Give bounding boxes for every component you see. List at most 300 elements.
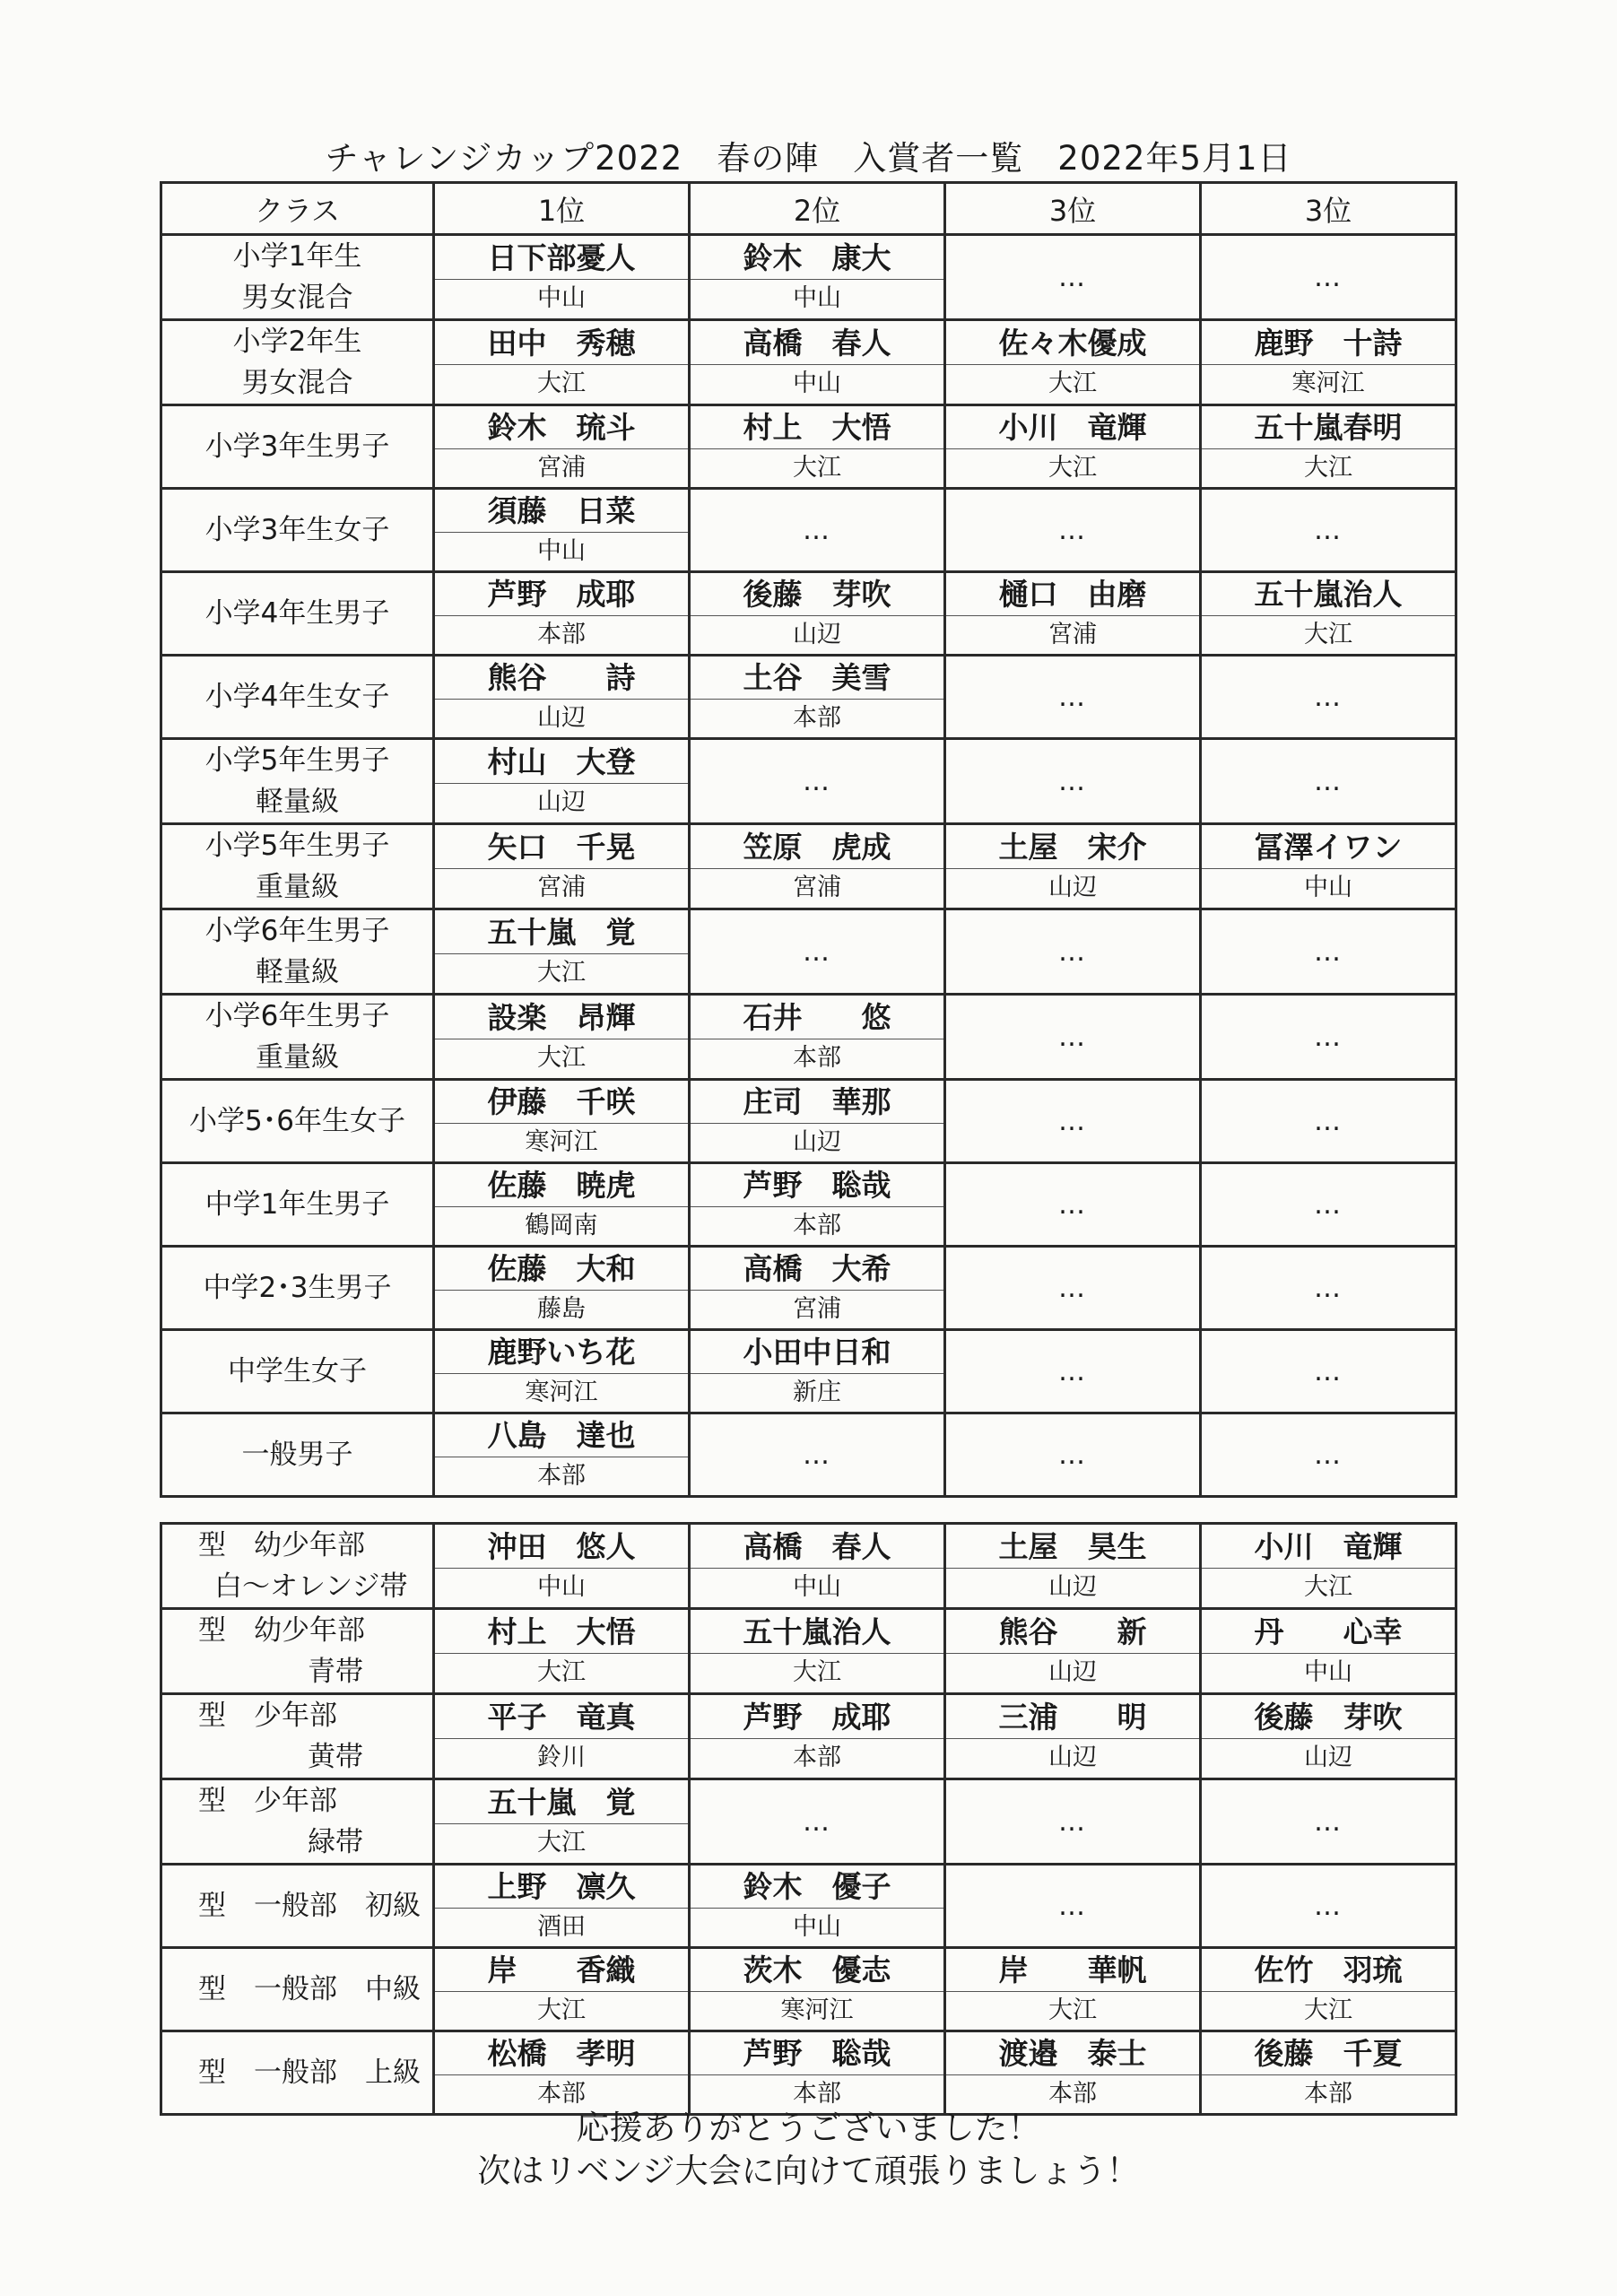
winner-dojo: 中山	[1304, 874, 1352, 901]
winner-cell	[434, 824, 690, 909]
winner-name: 熊谷 詩	[435, 657, 688, 700]
table-row	[161, 1694, 1456, 1779]
winner-dojo: 宮浦	[1048, 621, 1097, 648]
winner-name: 松橋 孝明	[435, 2032, 688, 2075]
class-cell	[161, 824, 434, 909]
class-label: 型 一般部 中級	[198, 1973, 421, 2005]
winner-cell	[1201, 1948, 1456, 2031]
winner-cell	[1201, 405, 1456, 489]
winner-name: 渡邉 泰士	[946, 2032, 1199, 2075]
winner-dojo: 大江	[537, 370, 586, 397]
winner-dojo: 宮浦	[537, 454, 586, 482]
winner-dojo: 藤島	[537, 1295, 586, 1323]
empty-placeholder: …	[1058, 1105, 1087, 1137]
class-cell	[161, 1865, 434, 1948]
winner-dojo: 新庄	[793, 1378, 841, 1406]
winner-cell	[1201, 1694, 1456, 1779]
winner-cell	[690, 1609, 945, 1694]
empty-placeholder: …	[803, 514, 831, 546]
winner-cell	[690, 320, 945, 405]
empty-place-cell	[1201, 909, 1456, 995]
kata-results-table	[160, 1522, 1457, 2116]
winner-dojo: 中山	[793, 1913, 841, 1941]
kumite-results-table	[160, 181, 1457, 1498]
winner-name: 上野 凛久	[435, 1866, 688, 1909]
winner-cell	[690, 1948, 945, 2031]
class-label: 小学4年生女子	[204, 681, 390, 713]
winner-dojo: 本部	[537, 621, 586, 648]
winner-name: 土屋 昊生	[946, 1526, 1199, 1569]
winner-cell	[690, 1524, 945, 1609]
winner-dojo: 大江	[1048, 370, 1097, 397]
winner-name: 小川 竜輝	[946, 406, 1199, 449]
empty-place-cell	[690, 489, 945, 572]
empty-placeholder: …	[1058, 1272, 1087, 1304]
winner-name: 岸 香織	[435, 1949, 688, 1992]
empty-place-cell	[1201, 235, 1456, 320]
winner-dojo: 中山	[537, 537, 586, 565]
empty-placeholder: …	[803, 1805, 831, 1838]
table-row	[161, 656, 1456, 739]
footer-thanks: 応援ありがとうございました！	[576, 2109, 1041, 2147]
winner-name: 平子 竜真	[435, 1696, 688, 1739]
empty-placeholder: …	[1314, 1805, 1343, 1838]
empty-place-cell	[1201, 995, 1456, 1080]
winner-dojo: 中山	[793, 1573, 841, 1601]
winner-dojo: 本部	[793, 1744, 841, 1771]
table-row	[161, 824, 1456, 909]
winner-dojo: 中山	[537, 284, 586, 312]
class-label: 小学4年生男子	[204, 597, 390, 630]
winner-dojo: 本部	[537, 1462, 586, 1490]
class-cell	[161, 995, 434, 1080]
winner-cell	[434, 656, 690, 739]
winner-dojo: 中山	[1304, 1658, 1352, 1686]
winner-name: 小川 竜輝	[1202, 1526, 1455, 1569]
class-cell	[161, 909, 434, 995]
winner-name: 茨木 優志	[691, 1949, 943, 1992]
winner-name: 芦野 聡哉	[691, 1164, 943, 1207]
winner-dojo: 大江	[793, 1658, 841, 1686]
winner-dojo: 寒河江	[525, 1128, 598, 1156]
class-cell	[161, 1080, 434, 1163]
winner-cell	[434, 739, 690, 824]
winner-name: 村山 大登	[435, 741, 688, 784]
empty-placeholder: …	[1058, 1805, 1087, 1838]
class-label: 小学1年生	[232, 240, 362, 273]
winner-name: 村上 大悟	[435, 1611, 688, 1654]
winner-dojo: 本部	[793, 2080, 841, 2108]
class-cell	[161, 1779, 434, 1865]
empty-placeholder: …	[803, 1439, 831, 1471]
empty-placeholder: …	[1058, 765, 1087, 797]
winner-name: 後藤 千夏	[1202, 2032, 1455, 2075]
class-label: 軽量級	[256, 786, 339, 818]
winner-cell	[434, 320, 690, 405]
winner-cell	[1201, 572, 1456, 656]
table-header-row	[161, 183, 1456, 235]
empty-place-cell	[1201, 489, 1456, 572]
empty-placeholder: …	[1058, 1188, 1087, 1221]
class-label: 小学3年生女子	[204, 514, 390, 546]
winner-cell	[690, 656, 945, 739]
winner-dojo: 宮浦	[793, 1295, 841, 1323]
winner-name: 鈴木 琉斗	[435, 406, 688, 449]
winner-dojo: 山辺	[1304, 1744, 1352, 1771]
class-label: 小学6年生男子	[204, 1000, 390, 1032]
class-label: 型 幼少年部	[198, 1614, 365, 1647]
winner-dojo: 酒田	[537, 1913, 586, 1941]
winner-dojo: 大江	[537, 959, 586, 987]
empty-placeholder: …	[1314, 1105, 1343, 1137]
winner-dojo: 本部	[1304, 2080, 1352, 2108]
class-label: 緑帯	[308, 1826, 363, 1858]
winner-cell	[945, 1694, 1201, 1779]
winner-cell	[945, 572, 1201, 656]
table-row	[161, 995, 1456, 1080]
empty-placeholder: …	[1314, 935, 1343, 968]
class-label: 黄帯	[308, 1741, 363, 1773]
empty-placeholder: …	[1058, 1355, 1087, 1387]
winner-name: 熊谷 新	[946, 1611, 1199, 1654]
winner-name: 鈴木 康大	[691, 237, 943, 280]
winner-dojo: 大江	[537, 1658, 586, 1686]
winner-dojo: 大江	[1048, 454, 1097, 482]
empty-place-cell	[945, 1247, 1201, 1330]
winner-name: 設楽 昂輝	[435, 996, 688, 1039]
winner-cell	[1201, 320, 1456, 405]
winner-cell	[945, 1524, 1201, 1609]
table-row	[161, 1247, 1456, 1330]
empty-place-cell	[690, 1779, 945, 1865]
winner-dojo: 本部	[793, 1044, 841, 1072]
empty-place-cell	[690, 909, 945, 995]
winner-name: 樋口 由磨	[946, 573, 1199, 616]
winner-dojo: 山辺	[793, 1128, 841, 1156]
winner-cell	[690, 824, 945, 909]
winner-cell	[1201, 1609, 1456, 1694]
empty-place-cell	[945, 909, 1201, 995]
winner-cell	[434, 1330, 690, 1413]
class-label: 男女混合	[241, 367, 353, 399]
winner-dojo: 中山	[793, 284, 841, 312]
empty-placeholder: …	[1314, 514, 1343, 546]
empty-place-cell	[1201, 1330, 1456, 1413]
winner-name: 岸 華帆	[946, 1949, 1199, 1992]
winner-name: 小田中日和	[691, 1331, 943, 1374]
table-row	[161, 235, 1456, 320]
winner-name: 土屋 宋介	[946, 826, 1199, 869]
winner-dojo: 本部	[793, 704, 841, 732]
empty-placeholder: …	[1058, 514, 1087, 546]
class-label: 中学1年生男子	[204, 1188, 390, 1221]
winner-cell	[434, 995, 690, 1080]
winner-name: 八島 達也	[435, 1414, 688, 1457]
class-label: 男女混合	[241, 282, 353, 314]
winner-cell	[945, 824, 1201, 909]
winner-dojo: 山辺	[1048, 874, 1097, 901]
winner-name: 矢口 千晃	[435, 826, 688, 869]
page-title: チャレンジカップ2022 春の陣 入賞者一覧 2022年5月1日	[325, 139, 1292, 178]
empty-placeholder: …	[1058, 1439, 1087, 1471]
winner-name: 沖田 悠人	[435, 1526, 688, 1569]
table-row	[161, 1413, 1456, 1497]
winner-name: 鹿野いち花	[435, 1331, 688, 1374]
winner-name: 石井 悠	[691, 996, 943, 1039]
winner-dojo: 寒河江	[1291, 370, 1365, 397]
class-label: 中学生女子	[228, 1355, 367, 1387]
winner-name: 田中 秀穂	[435, 322, 688, 365]
winner-name: 芦野 成耶	[435, 573, 688, 616]
winner-cell	[945, 320, 1201, 405]
winner-dojo: 本部	[1048, 2080, 1097, 2108]
empty-placeholder: …	[1314, 765, 1343, 797]
winner-dojo: 鈴川	[537, 1744, 586, 1771]
winner-name: 高橋 春人	[691, 322, 943, 365]
winner-dojo: 大江	[793, 454, 841, 482]
class-label: 小学5年生男子	[204, 830, 390, 862]
winner-name: 笠原 虎成	[691, 826, 943, 869]
winner-cell	[690, 405, 945, 489]
table-row	[161, 1080, 1456, 1163]
winner-name: 佐々木優成	[946, 322, 1199, 365]
table-row	[161, 1524, 1456, 1609]
empty-placeholder: …	[803, 935, 831, 968]
winner-dojo: 大江	[1304, 1573, 1352, 1601]
table-row	[161, 489, 1456, 572]
winner-dojo: 寒河江	[780, 1996, 854, 2024]
empty-placeholder: …	[1314, 1439, 1343, 1471]
table-row	[161, 1948, 1456, 2031]
winner-name: 五十嵐治人	[691, 1611, 943, 1654]
footer-next-event: 次はリベンジ大会に向けて頑張りましょう！	[477, 2152, 1140, 2190]
empty-place-cell	[1201, 1080, 1456, 1163]
class-label: 小学3年生男子	[204, 430, 390, 463]
class-cell	[161, 1247, 434, 1330]
empty-place-cell	[945, 656, 1201, 739]
class-cell	[161, 572, 434, 656]
winner-name: 佐藤 暁虎	[435, 1164, 688, 1207]
winner-name: 五十嵐治人	[1202, 573, 1455, 616]
class-label: 型 一般部 初級	[198, 1890, 421, 1922]
class-cell	[161, 1948, 434, 2031]
header-place-1: 1位	[434, 183, 690, 235]
empty-placeholder: …	[1314, 1188, 1343, 1221]
empty-place-cell	[945, 739, 1201, 824]
winner-name: 伊藤 千咲	[435, 1081, 688, 1124]
class-cell	[161, 489, 434, 572]
winner-cell	[690, 572, 945, 656]
empty-place-cell	[945, 995, 1201, 1080]
class-label: 青帯	[308, 1656, 363, 1688]
table-row	[161, 909, 1456, 995]
winner-name: 三浦 明	[946, 1696, 1199, 1739]
class-cell	[161, 1330, 434, 1413]
empty-place-cell	[690, 1413, 945, 1497]
table-row	[161, 739, 1456, 824]
winner-name: 五十嵐春明	[1202, 406, 1455, 449]
winner-dojo: 山辺	[1048, 1658, 1097, 1686]
class-label: 型 幼少年部	[198, 1529, 365, 1561]
winner-cell	[690, 1694, 945, 1779]
winner-cell	[1201, 1524, 1456, 1609]
winner-dojo: 本部	[537, 2080, 586, 2108]
winner-dojo: 大江	[1304, 1996, 1352, 2024]
winner-name: 五十嵐 覚	[435, 1781, 688, 1824]
winner-cell	[434, 235, 690, 320]
winner-dojo: 中山	[537, 1573, 586, 1601]
winner-dojo: 宮浦	[793, 874, 841, 901]
empty-placeholder: …	[1058, 935, 1087, 968]
empty-place-cell	[945, 1330, 1201, 1413]
winner-dojo: 山辺	[1048, 1573, 1097, 1601]
empty-place-cell	[945, 1413, 1201, 1497]
winner-cell	[1201, 824, 1456, 909]
empty-placeholder: …	[1314, 261, 1343, 293]
class-cell	[161, 405, 434, 489]
winner-cell	[434, 909, 690, 995]
winner-cell	[434, 1080, 690, 1163]
empty-place-cell	[1201, 739, 1456, 824]
empty-place-cell	[1201, 1163, 1456, 1247]
winner-cell	[434, 405, 690, 489]
winner-dojo: 山辺	[793, 621, 841, 648]
class-cell	[161, 739, 434, 824]
winner-dojo: 宮浦	[537, 874, 586, 901]
winner-cell	[434, 1413, 690, 1497]
class-label: 型 少年部	[198, 1700, 337, 1732]
class-label: 小学6年生男子	[204, 915, 390, 947]
class-label: 型 少年部	[198, 1785, 337, 1817]
empty-place-cell	[945, 489, 1201, 572]
class-label: 中学2･3生男子	[203, 1272, 392, 1304]
winner-dojo: 山辺	[537, 704, 586, 732]
winner-cell	[690, 1163, 945, 1247]
class-label: 小学5年生男子	[204, 744, 390, 777]
table-row	[161, 405, 1456, 489]
empty-placeholder: …	[1058, 1021, 1087, 1053]
class-cell	[161, 1163, 434, 1247]
empty-place-cell	[1201, 656, 1456, 739]
winner-name: 後藤 芽吹	[691, 573, 943, 616]
winner-name: 芦野 聡哉	[691, 2032, 943, 2075]
winner-dojo: 大江	[537, 1829, 586, 1857]
class-cell	[161, 1694, 434, 1779]
winner-dojo: 大江	[1304, 454, 1352, 482]
winner-name: 五十嵐 覚	[435, 911, 688, 954]
empty-place-cell	[1201, 1247, 1456, 1330]
winner-cell	[434, 1524, 690, 1609]
winner-cell	[690, 1080, 945, 1163]
empty-place-cell	[945, 1163, 1201, 1247]
winner-name: 丹 心幸	[1202, 1611, 1455, 1654]
empty-placeholder: …	[1314, 1021, 1343, 1053]
winner-name: 庄司 華那	[691, 1081, 943, 1124]
winner-name: 佐竹 羽琉	[1202, 1949, 1455, 1992]
table-row	[161, 1779, 1456, 1865]
table-row	[161, 320, 1456, 405]
class-cell	[161, 1413, 434, 1497]
winner-cell	[434, 1948, 690, 2031]
winner-cell	[434, 1609, 690, 1694]
winner-name: 鈴木 優子	[691, 1866, 943, 1909]
empty-placeholder: …	[1058, 1890, 1087, 1922]
winner-name: 高橋 大希	[691, 1248, 943, 1291]
winner-cell	[434, 1865, 690, 1948]
winner-dojo: 本部	[793, 1212, 841, 1239]
class-cell	[161, 1524, 434, 1609]
empty-placeholder: …	[1314, 1272, 1343, 1304]
winner-name: 土谷 美雪	[691, 657, 943, 700]
winner-cell	[690, 1330, 945, 1413]
table-row	[161, 1865, 1456, 1948]
class-label: 重量級	[256, 1041, 339, 1074]
winner-cell	[690, 235, 945, 320]
winner-name: 芦野 成耶	[691, 1696, 943, 1739]
class-label: 一般男子	[241, 1439, 353, 1471]
class-cell	[161, 235, 434, 320]
winner-dojo: 大江	[537, 1996, 586, 2024]
winner-cell	[434, 572, 690, 656]
table-row	[161, 1330, 1456, 1413]
empty-placeholder: …	[1314, 681, 1343, 713]
winner-dojo: 鶴岡南	[525, 1212, 598, 1239]
table-row	[161, 1163, 1456, 1247]
winner-cell	[690, 1865, 945, 1948]
winner-name: 日下部憂人	[435, 237, 688, 280]
class-label: 型 一般部 上級	[198, 2057, 421, 2089]
winner-cell	[945, 1948, 1201, 2031]
empty-placeholder: …	[1058, 681, 1087, 713]
winner-cell	[434, 1694, 690, 1779]
header-place-2: 2位	[690, 183, 945, 235]
empty-place-cell	[1201, 1413, 1456, 1497]
empty-place-cell	[945, 1779, 1201, 1865]
class-label: 軽量級	[256, 956, 339, 988]
winner-dojo: 寒河江	[525, 1378, 598, 1406]
class-cell	[161, 656, 434, 739]
class-label: 小学5･6年生女子	[189, 1105, 405, 1137]
empty-place-cell	[690, 739, 945, 824]
winner-dojo: 中山	[793, 370, 841, 397]
winner-name: 後藤 芽吹	[1202, 1696, 1455, 1739]
winner-cell	[434, 1163, 690, 1247]
winner-name: 須藤 日菜	[435, 490, 688, 533]
table-row	[161, 1609, 1456, 1694]
empty-placeholder: …	[1314, 1355, 1343, 1387]
class-cell	[161, 320, 434, 405]
winner-dojo: 大江	[537, 1044, 586, 1072]
winner-cell	[434, 1779, 690, 1865]
winner-cell	[945, 405, 1201, 489]
winner-name: 高橋 春人	[691, 1526, 943, 1569]
header-class: クラス	[161, 183, 434, 235]
winner-cell	[690, 1247, 945, 1330]
empty-place-cell	[945, 235, 1201, 320]
winner-cell	[434, 1247, 690, 1330]
empty-place-cell	[1201, 1779, 1456, 1865]
winner-cell	[690, 995, 945, 1080]
winner-dojo: 大江	[1304, 621, 1352, 648]
empty-place-cell	[945, 1865, 1201, 1948]
header-place-3b: 3位	[1201, 183, 1456, 235]
winner-cell	[945, 1609, 1201, 1694]
empty-place-cell	[945, 1080, 1201, 1163]
winner-cell	[434, 489, 690, 572]
class-label: 重量級	[256, 871, 339, 903]
empty-place-cell	[1201, 1865, 1456, 1948]
winner-name: 冨澤イワン	[1202, 826, 1455, 869]
